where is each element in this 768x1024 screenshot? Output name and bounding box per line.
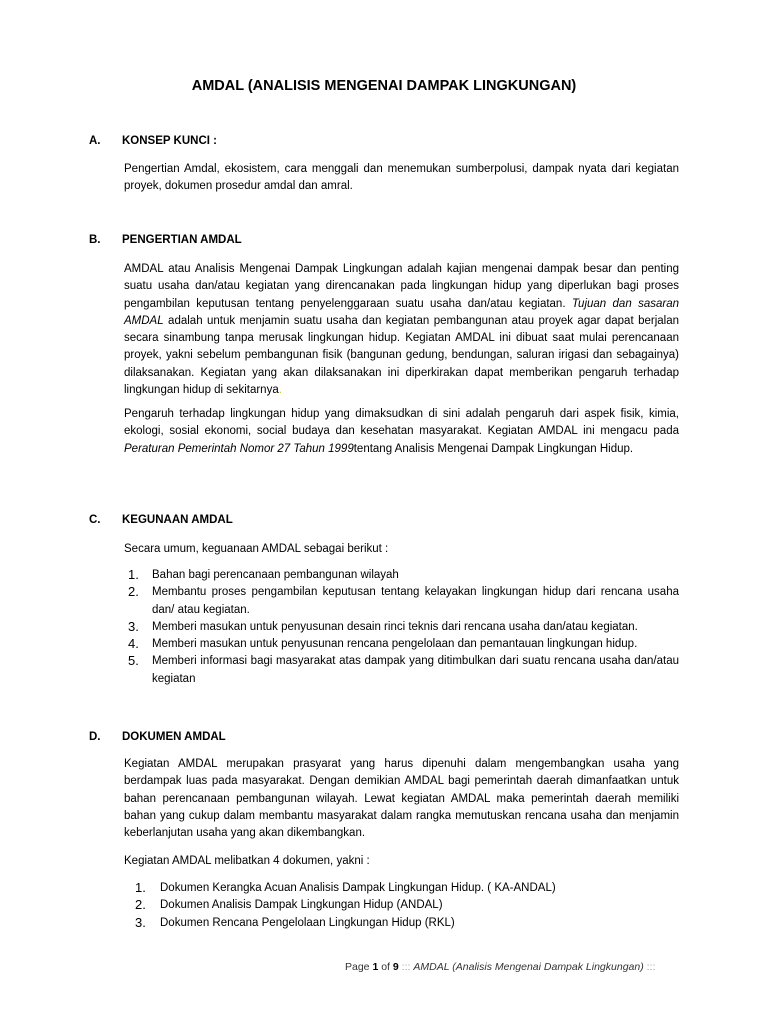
list-item (124, 636, 679, 653)
list-item (124, 567, 679, 584)
footer-doc-title: AMDAL (Analisis Mengenai Dampak Lingkungan) (413, 961, 644, 973)
section-c-letter: C. (89, 514, 101, 526)
section-c-intro: Secara umum, keguanaan AMDAL sebagai berikut : (124, 543, 389, 555)
list-item (124, 915, 679, 932)
section-b-p1-italic: Tujuan dan sasaran AMDAL (124, 297, 679, 327)
section-b-p1-text-a: AMDAL atau Analisis Mengenai Dampak Lingkungan adalah kajian mengenai dampak besar dan penting suatu usaha dan/atau kegiatan yang direncanakan pada lingkungan hidup yang diperlukan bagi proses pengambilan keputusan tentang penyelenggaraan suatu usaha dan/atau kegiatan. (124, 263, 679, 310)
section-a-paragraph: Pengertian Amdal, ekosistem, cara menggali dan menemukan sumberpolusi, dampak nyata dari kegiatan proyek, dokumen prosedur amdal dan amral. (124, 163, 679, 193)
list-item (124, 619, 679, 636)
list-item (124, 584, 679, 619)
section-b-title: PENGERTIAN AMDAL (122, 234, 242, 246)
section-a-title: KONSEP KUNCI : (122, 135, 217, 147)
list-item-number: 5. (128, 653, 139, 669)
section-d-intro: Kegiatan AMDAL melibatkan 4 dokumen, yakni : (124, 855, 370, 867)
list-item-text: Membantu proses pengambilan keputusan tentang kelayakan lingkungan hidup dari rencana usaha dan/ atau kegiatan. (152, 586, 679, 616)
list-item-number: 3. (135, 914, 146, 930)
section-d-list (124, 880, 679, 932)
section-d-title: DOKUMEN AMDAL (122, 731, 226, 743)
list-item-text: Dokumen Kerangka Acuan Analisis Dampak Lingkungan Hidup. ( KA-ANDAL) (160, 882, 556, 894)
section-a-letter: A. (89, 135, 101, 147)
section-b-p2-italic: Peraturan Pemerintah Nomor 27 Tahun 1999 (124, 442, 354, 455)
section-b-p1-text-b: adalah untuk menjamin suatu usaha dan kegiatan pembangunan atau proyek agar dapat berjalan secara sinambung tanpa merusak lingkungan hidup. Kegiatan AMDAL ini dibuat saat mulai perencanaan proyek, yakni sebelum pembangunan fisik (bangunan gedung, bendungan, saluran irigasi dan sebagainya) dilaksanakan. Kegiatan yang akan dilaksanakan ini diperkirakan dapat memberikan pengaruh terhadap lingkungan hidup di sekitarnya (124, 314, 679, 397)
section-d-paragraph: Kegiatan AMDAL merupakan prasyarat yang harus dipenuhi dalam mengembangkan usaha yang berdampak luas pada masyarakat. Dengan demikian AMDAL bagi pemerintah daerah dimanfaatkan untuk bahan perencanaan pembangunan wilayah. Lewat kegiatan AMDAL maka pemerintah daerah memiliki bahan yang cukup dalam membantu masyarakat dalam rangka memutuskan rencana usaha dan menjamin keberlanjutan usaha yang akan dikembangkan. (124, 758, 679, 840)
list-item-number: 2. (135, 897, 146, 913)
footer-page-word: Page (345, 961, 370, 973)
section-b-paragraph-2 (124, 406, 679, 458)
footer-of-word: of (381, 961, 390, 973)
section-d-letter: D. (89, 731, 101, 743)
section-b-p1-end: . (278, 384, 282, 397)
list-item-text: Dokumen Rencana Pengelolaan Lingkungan Hidup (RKL) (160, 916, 455, 929)
page-title: AMDAL (ANALISIS MENGENAI DAMPAK LINGKUNGAN) (191, 78, 577, 94)
page-footer (345, 961, 655, 973)
list-item (124, 880, 679, 897)
footer-page-number: 1 (372, 961, 379, 973)
list-item-text: Dokumen Analisis Dampak Lingkungan Hidup (ANDAL) (160, 899, 443, 912)
section-b-p2-text-b: tentang Analisis Mengenai Dampak Lingkungan Hidup. (353, 442, 634, 455)
footer-separator-left: ::: (401, 961, 411, 973)
section-b-heading (89, 234, 242, 246)
list-item-number: 4. (128, 636, 139, 652)
section-c-title: KEGUNAAN AMDAL (122, 514, 233, 526)
section-c-list (124, 567, 679, 688)
section-b-letter: B. (89, 234, 101, 246)
list-item (124, 897, 679, 914)
list-item-number: 1. (128, 567, 139, 582)
list-item-text: Bahan bagi perencanaan pembangunan wilayah (152, 569, 399, 581)
section-b-p2-text-a: Pengaruh terhadap lingkungan hidup yang dimaksudkan di sini adalah pengaruh dari aspek fisik, kimia, ekologi, sosial ekonomi, social budaya dan kesehatan masyarakat. Kegiatan AMDAL ini mengacu pada (124, 408, 679, 438)
section-a-heading (89, 135, 217, 147)
list-item-text: Memberi masukan untuk penyusunan rencana pengelolaan dan pemantauan lingkungan hidup. (152, 638, 638, 651)
list-item-text: Memberi informasi bagi masyarakat atas dampak yang ditimbulkan dari suatu rencana usaha dan/atau kegiatan (152, 655, 679, 685)
section-d-heading (89, 731, 226, 743)
footer-separator-right: ::: (646, 961, 656, 973)
list-item-number: 1. (135, 880, 146, 895)
section-c-heading (89, 514, 233, 526)
footer-page-total: 9 (392, 961, 399, 973)
list-item-text: Memberi masukan untuk penyusunan desain rinci teknis dari rencana usaha dan/atau kegiatan. (152, 620, 638, 633)
section-b-paragraph-1 (124, 261, 679, 399)
list-item-number: 3. (128, 618, 139, 634)
list-item-number: 2. (128, 584, 139, 600)
list-item (124, 653, 679, 688)
